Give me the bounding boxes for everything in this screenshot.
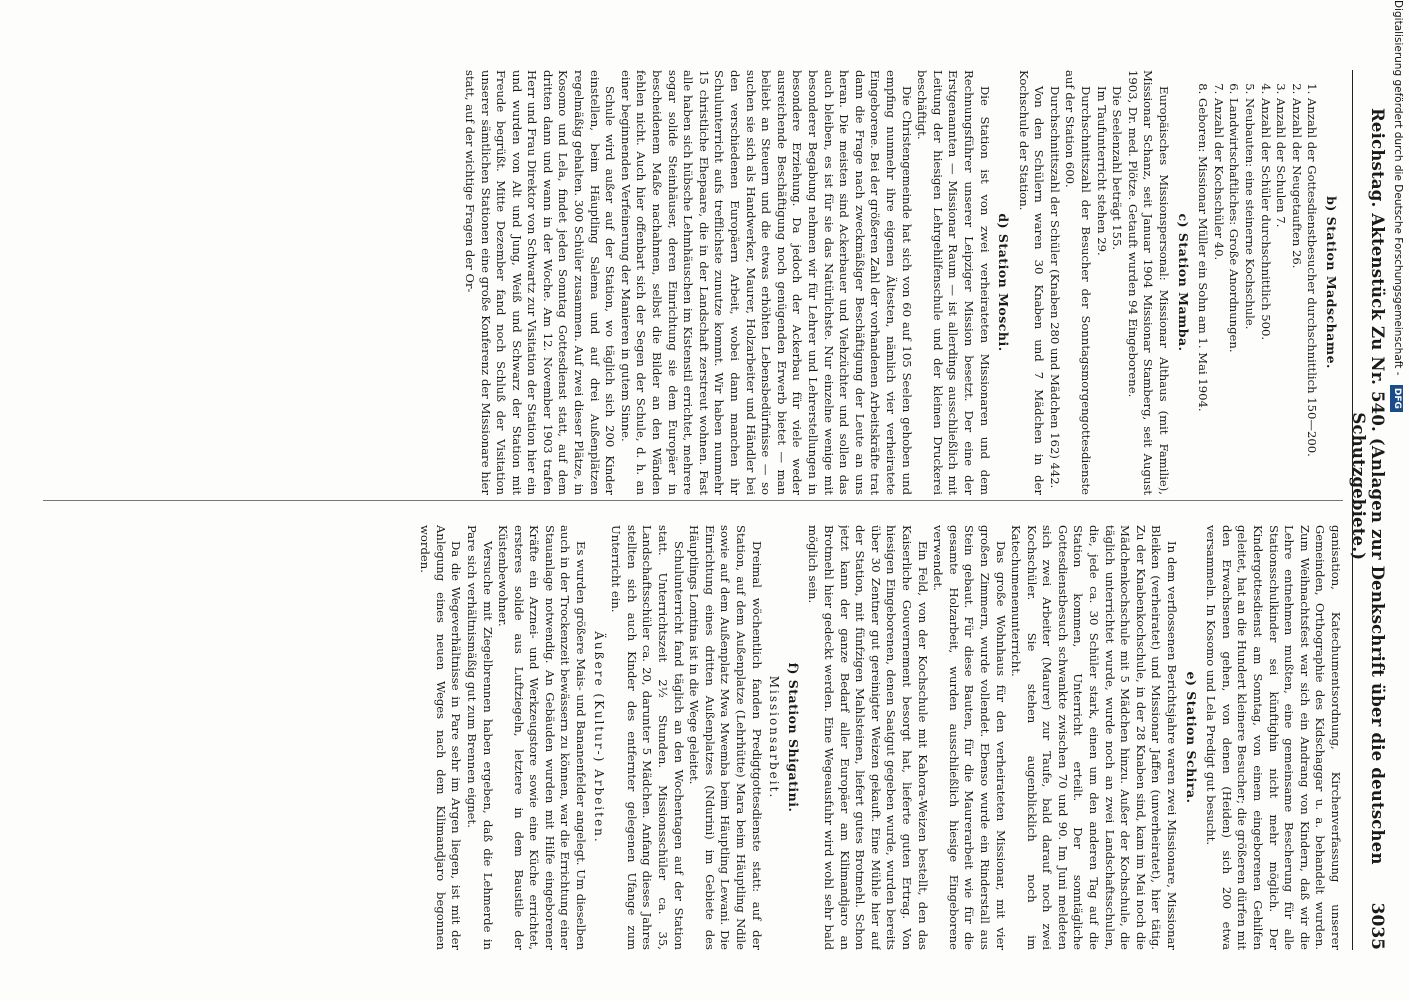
list-item: 1. Anzahl der Gottesdienstbesucher durchschnittlich 150—200. [1304, 98, 1320, 495]
paragraph: Im Taufunterricht stehen 29. [1094, 86, 1109, 256]
paragraph: ganisation, Katechumentsordnung, Kirchenverfassung unserer Gemeinden, Orthographie des Kidschaggar u. a. behandelt wurden. Zum Weihnachtsfest war sich ein Andrang von Kindern, daß wir die Lehre entnehmen mußten, eine gemeinsame Bescherung für alle Stationsschulkinder sei künftighin nicht mehr möglich. Der Kindergottesdienst am Sonntag, von einem eingeborenen Gehilfen geleitet, hat an die Hundert kleinere Besucher; die größeren dürfen mit den Erwachsenen gehen, von denen (Heiden) sich 200 etwa versammeln. In Kosomo und Lela Predigt gut besucht. [1204, 525, 1343, 950]
paragraph: Dreimal wöchentlich fanden Predigtgottesdienste statt: auf der Station, auf dem Außenplatze (Lehrhütte) Mara beim Häuptling Ndile sowie auf dem Außenplatz Mwa Mwemba beim Häuptling Lewani. Die Einrichtung eines dritten Außenplatzes (Ndurini) im Gebiete des Häuptlings Lomtina ist in die Wege geleitet. [687, 525, 764, 950]
list-item: 3. Anzahl der Schulen 7. [1273, 98, 1289, 495]
digitization-text: Digitalisierung gefördert durch die Deutsche Forschungsgemeinschaft - [1392, 0, 1404, 379]
paragraph: Schulunterricht fand täglich an den Wochentagen auf der Station statt. Unterrichtszeit 2½ Stunden. Missionsschüler ca. 35, Landschaftsschüler ca. 20, darunter 5 Mädchen. Anfang dieses Jahres stellten sich auch Kinder des entfernter gelegenen Ufange zum Unterricht ein. [609, 525, 686, 950]
header-title: Reichstag. Aktenstück Zu Nr. 540. (Anlagen zur Denkschrift über die deutschen Schutzgebiete.) [1349, 108, 1387, 865]
list-item: 6. Landwirtschaftliches: Große Anordnungen. [1226, 98, 1242, 495]
section-f-heading: f) Station Shigatini. [785, 662, 801, 813]
subsection-heading: Missionsarbeit. [767, 675, 782, 800]
paragraph: Die Station ist von zwei verheirateten Missionaren und dem Rechnungsführer unserer Leipziger Mission besetzt. Der eine der Erstgenannten — Missionar Raum — ist allerdings ausschließlich mit Leitung der hiesigen Lehrgehilfenschule und der kleinen Druckerei beschäftigt. [915, 70, 992, 495]
dfg-logo: DFG [1390, 385, 1403, 412]
section-c-heading: c) Station Mamba. [1175, 213, 1191, 352]
paragraph: Das große Wohnhaus für den verheirateten Missionar, mit vier großen Zimmern, wurde vollendet. Ebenso wurde ein Rinderstall aus Stein gebaut. Für diese Bauten, für die Maurerarbeit wie für die gesamte Holzarbeit, wurden ausschließlich hiesige Eingeborene verwendet. [931, 525, 1008, 950]
page-number: 3035 [1367, 902, 1387, 950]
paragraph: Von den Schülern waren 30 Knaben und 7 Mädchen in der Kochschule der Station. [1016, 70, 1047, 495]
paragraph: Da die Wegeverhältnisse in Pare sehr im Argen liegen, ist mit der Anlegung eines neuen Weges nach dem Kilimandjaro begonnen worden. [418, 525, 464, 950]
section-d-heading: d) Station Moschi. [996, 213, 1012, 352]
right-column [33, 525, 1343, 950]
section-b-list [1195, 70, 1320, 495]
paragraph: Die Seelenzahl beträgt 155. [1110, 86, 1125, 251]
left-column [33, 70, 1343, 495]
column-divider [43, 500, 1343, 501]
section-b-heading: b) Station Madschame. [1324, 196, 1339, 369]
page-header [1349, 70, 1387, 950]
paragraph: Die Christengemeinde hat sich von 60 auf 105 Seelen gehoben und empfing nunmehr ihre eigenen Ältesten, nämlich vier verheiratete Eingeborene. Bei der größeren Zahl der vorhandenen Arbeitskräfte trat dann die Frage nach zweckmäßiger Beschäftigung der Leute an uns heran. Die meisten sind Ackerbauer und Viehzüchter und sollen das auch bleiben, es ist für sie das Natürlichste. Nur einzelne wenige mit besonderer Begabung nehmen wir für Lehrer und Lehrerstellungen in besondere Erziehung. Da jedoch der Ackerbau für viele weder ausreichende Beschäftigung noch genügenden Erwerb bietet — man beliebt an Steuern und die etwas erhöhten Lebensbedürfnisse — so suchen sie sich als Handwerker, Maurer, Holzarbeiter und Händler bei den verschiedenen Europäern Arbeit, wobei dann manchen ihr Schulunterricht aufs trefflichste zunutze kommt. Wir haben nunmehr 15 christliche Ehepaare, die in der Landschaft zerstreut wohnen. Fast alle haben sich hübsche Lehmhäuschen im Kistenstil errichtet, mehrere sogar solide Steinhäuser, deren Einrichtung sie dem Europäer in bescheidenem Maße nachahmen, selbst die Bilder an den Wänden fehlen nicht. Auch hier offenbart sich der Segen der Schule, d. h. an einer beginnenden Verfeinerung der Manieren in gutem Sinne. [618, 70, 914, 495]
digitization-sidebar [1390, 0, 1406, 1000]
section-e-heading: e) Station Schira. [1183, 671, 1199, 804]
list-item: 7. Anzahl der Kochschüler 40. [1210, 98, 1226, 495]
paragraph: In dem verflossenen Berichtsjahre waren zwei Missionare, Missionar Bleiken (verheiratet) und Missionar Jaffen (unverheiratet), hier tätig. Zu der Knabenkochschule, in der 28 Knaben sind, kam im Mai noch die Mädchenkochschule mit 5 Mädchen hinzu. Außer der Kochschule, die täglich unterrichtet wurde, wurde noch an zwei Landschaftsschulen, die, jede ca. 30 Schüler stark, einen um den anderen Tag auf die Station kommen, Unterricht erteilt. Der sonntägliche Gottesdienstbesuch schwankte zwischen 70 und 90. Im Juni meldeten sich zwei Arbeiter (Maurer) zur Taufe, bald darauf noch zwei Kochschüler. Sie stehen augenblicklich noch im Katechumenenunterricht. [1009, 525, 1180, 950]
paragraph: Es wurden größere Mais- und Bananenfelder angelegt. Um dieselben auch in der Trockenzeit bewässern zu können, war die Errichtung einer Stauanlage notwendig. An Gebäuden wurden mit Hilfe eingeborener Kräfte ein Arznei- und Werkzeugstore sowie eine Küche errichtet, ersteres solide aus Luftziegeln, letztere in dem Baustile der Küstenbewohner. [496, 525, 589, 950]
paragraph: Versuche mit Ziegelbrennen haben ergeben, daß die Lehmerde in Pare sich verhältnismäßig gut zum Brennen eignet. [464, 525, 495, 950]
paragraph: Europäisches Missionspersonal: Missionar Althaus (mit Familie), Missionar Schanz, seit Januar 1904 Missionar Stamberg, seit August 1903, Dr. med. Plötze. Getauft wurden 94 Eingeborene. [1125, 70, 1172, 495]
paragraph: Durchschnittszahl der Schüler (Knaben 280 und Mädchen 162) 442. [1047, 86, 1062, 489]
list-item: 5. Neubauten: eine steinerne Kochschule. [1241, 98, 1257, 495]
paragraph: Schule wird außer auf der Station, wo täglich sich 200 Kinder einstellen, beim Häuptling Salema und auf drei Außenplätzen regelmäßig gehalten. 300 Schüler zusammen. Auf zwei dieser Plätze, in Kosomo und Lela, findet jeden Sonntag Gottesdienst statt, auf dem dritten dann und wann in der Woche. Am 12. November 1903 trafen Herr und Frau Direktor von Schwartz zur Visitation der Station hier ein und wurden von Alt und Jung, Weiß und Schwarz der Station mit Freude begrüßt. Mitte Dezember fand noch Schluß der Visitation unserer sämtlichen Stationen eine große Konferenz der Missionare hier statt, auf der wichtige Fragen der Or- [462, 70, 618, 495]
paragraph: Durchschnittszahl der Besucher der Sonntagsmorgengottesdienste auf der Station 600. [1063, 70, 1094, 495]
list-item: 8. Geboren: Missionar Müller ein Sohn am 1. Mai 1904. [1195, 98, 1211, 495]
digitization-note [1390, 0, 1406, 1000]
list-item: 4. Anzahl der Schüler durchschnittlich 500. [1257, 98, 1273, 495]
subsection-heading: Äußere (Kultur-) Arbeiten. [591, 631, 606, 844]
list-item: 2. Anzahl der Neugetauften 26. [1288, 98, 1304, 495]
paragraph: Ein Feld, von der Kochschule mit Kahora-Weizen bestellt, den das Kaiserliche Gouvernement besorgt hat, lieferte guten Ertrag. Von hiesigen Eingeborenen, denen Saatgut gegeben wurde, wurden bereits über 30 Zentner gut gereinigter Weizen gekauft. Eine Mühle hier auf der Station, mit fünfzigen Mahlsteinen, liefert gutes Brotmehl. Schon jetzt kann der ganze Bedarf aller Europäer am Kilimandjaro an Brotmehl hier gedeckt werden. Eine Wegeausfuhr wird wohl sehr bald möglich sein. [806, 525, 930, 950]
